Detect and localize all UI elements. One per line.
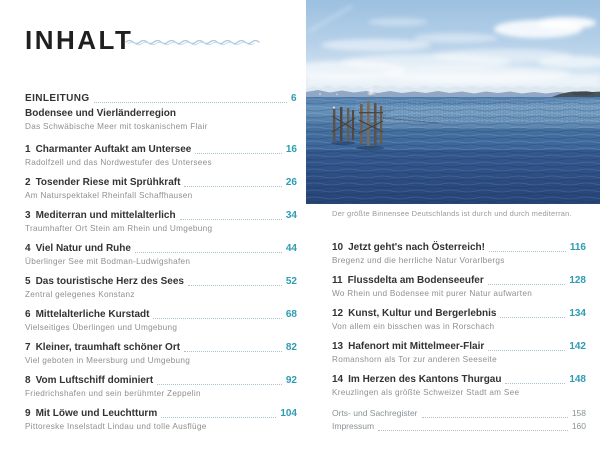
chapter-title: Flussdelta am Bodenseeufer	[347, 275, 484, 286]
toc-left-column	[25, 93, 297, 441]
dotted-leader	[488, 350, 565, 351]
chapter-subtitle: Radolfzell und das Nordwestufer des Untersees	[25, 158, 212, 167]
page-title: INHALT	[25, 25, 134, 55]
dotted-leader	[488, 284, 566, 285]
toc-entry	[25, 408, 297, 432]
chapter-page-number: 92	[285, 375, 297, 386]
toc-entry	[25, 144, 297, 168]
wave-squiggle-decoration	[125, 37, 267, 47]
chapter-subtitle: Kreuzlingen als größte Schweizer Stadt am See	[332, 388, 520, 397]
chapter-title: Tosender Riese mit Sprühkraft	[35, 177, 181, 188]
chapter-title: Kunst, Kultur und Bergerlebnis	[348, 308, 497, 319]
chapter-page-number: 148	[569, 374, 586, 385]
chapter-title: Kleiner, traumhaft schöner Ort	[35, 342, 181, 353]
chapter-subtitle: Viel geboten in Meersburg und Umgebung	[25, 356, 191, 365]
chapter-number: 4	[25, 243, 31, 254]
chapter-title: Mittelalterliche Kurstadt	[35, 309, 150, 320]
chapter-page-number: 82	[285, 342, 297, 353]
chapter-subtitle: Wo Rhein und Bodensee mit purer Natur aufwarten	[332, 289, 533, 298]
dotted-leader	[489, 251, 566, 252]
toc-entry	[25, 342, 297, 366]
lake-constance-photo	[306, 0, 600, 204]
chapter-number: 11	[332, 275, 343, 286]
chapter-number: 1	[25, 144, 31, 155]
chapter-subtitle: Zentral gelegenes Konstanz	[25, 290, 135, 299]
chapter-number: 14	[332, 374, 344, 385]
dotted-leader	[157, 384, 282, 385]
chapter-subtitle: Am Naturspektakel Rheinfall Schaffhausen	[25, 191, 193, 200]
chapter-number: 6	[25, 309, 31, 320]
dotted-leader	[184, 186, 281, 187]
chapter-title: Hafenort mit Mittelmeer-Flair	[348, 341, 485, 352]
toc-intro-entry	[25, 93, 297, 132]
chapter-title: Vom Luftschiff dominiert	[35, 375, 154, 386]
toc-entry	[332, 341, 586, 365]
intro-label: EINLEITUNG	[25, 93, 90, 104]
toc-entry	[332, 308, 586, 332]
chapter-page-number: 44	[285, 243, 297, 254]
chapter-subtitle: Traumhafter Ort Stein am Rhein und Umgebung	[25, 224, 213, 233]
toc-entry	[332, 242, 586, 266]
chapter-number: 12	[332, 308, 344, 319]
toc-entry	[332, 374, 586, 398]
back-matter	[332, 407, 586, 433]
chapter-title: Mit Löwe und Leuchtturm	[35, 408, 158, 419]
dotted-leader	[188, 285, 282, 286]
intro-page-number: 6	[291, 93, 297, 104]
photo-caption: Der größte Binnensee Deutschlands ist durch und durch mediterran.	[332, 209, 572, 218]
dotted-leader	[422, 417, 568, 418]
dotted-leader	[195, 153, 282, 154]
toc-entry	[25, 375, 297, 399]
toc-entry	[25, 276, 297, 300]
toc-entry	[25, 210, 297, 234]
dotted-leader	[500, 317, 565, 318]
back-matter-page-number: 158	[571, 408, 586, 418]
chapter-number: 7	[25, 342, 31, 353]
chapter-page-number: 104	[280, 408, 297, 419]
dotted-leader	[184, 351, 282, 352]
chapter-subtitle: Pittoreske Inselstadt Lindau und tolle Ausflüge	[25, 422, 207, 431]
dotted-leader	[94, 102, 287, 103]
chapter-number: 9	[25, 408, 31, 419]
dotted-leader	[505, 383, 565, 384]
chapter-number: 5	[25, 276, 31, 287]
chapter-number: 8	[25, 375, 31, 386]
chapter-page-number: 128	[569, 275, 586, 286]
chapter-subtitle: Friedrichshafen und sein berühmter Zeppelin	[25, 389, 201, 398]
chapter-subtitle: Von allem ein bisschen was in Rorschach	[332, 322, 495, 331]
intro-title: Bodensee und Vierländerregion	[25, 108, 176, 119]
chapter-page-number: 68	[285, 309, 297, 320]
back-matter-row	[332, 407, 586, 420]
chapter-subtitle: Bregenz und die herrliche Natur Vorarlbergs	[332, 256, 505, 265]
chapter-page-number: 16	[285, 144, 297, 155]
chapter-number: 13	[332, 341, 344, 352]
chapter-subtitle: Romanshorn als Tor zur anderen Seeseite	[332, 355, 497, 364]
dotted-leader	[135, 252, 282, 253]
chapter-number: 2	[25, 177, 31, 188]
chapter-number: 10	[332, 242, 344, 253]
back-matter-title: Impressum	[332, 421, 375, 431]
back-matter-page-number: 160	[571, 421, 586, 431]
toc-entry	[25, 177, 297, 201]
chapter-page-number: 34	[285, 210, 297, 221]
chapter-page-number: 52	[285, 276, 297, 287]
chapter-page-number: 134	[569, 308, 586, 319]
dotted-leader	[378, 430, 568, 431]
chapter-subtitle: Vielseitiges Überlingen und Umgebung	[25, 323, 178, 332]
chapter-title: Jetzt geht's nach Österreich!	[348, 242, 485, 253]
chapter-subtitle: Überlinger See mit Bodman-Ludwigshafen	[25, 257, 191, 266]
chapter-number: 3	[25, 210, 31, 221]
toc-entry	[25, 309, 297, 333]
dotted-leader	[180, 219, 282, 220]
dotted-leader	[161, 417, 276, 418]
toc-right-column	[332, 242, 586, 433]
toc-entry	[332, 275, 586, 299]
chapter-title: Das touristische Herz des Sees	[35, 276, 184, 287]
chapter-title: Im Herzen des Kantons Thurgau	[348, 374, 502, 385]
back-matter-title: Orts- und Sachregister	[332, 408, 418, 418]
chapter-page-number: 142	[569, 341, 586, 352]
chapter-page-number: 26	[285, 177, 297, 188]
chapter-page-number: 116	[569, 242, 586, 253]
chapter-title: Mediterran und mittelalterlich	[35, 210, 176, 221]
intro-subtitle: Das Schwäbische Meer mit toskanischem Flair	[25, 122, 208, 131]
dotted-leader	[153, 318, 281, 319]
toc-entry	[25, 243, 297, 267]
chapter-title: Charmanter Auftakt am Untersee	[35, 144, 192, 155]
chapter-title: Viel Natur und Ruhe	[35, 243, 131, 254]
back-matter-row	[332, 420, 586, 433]
